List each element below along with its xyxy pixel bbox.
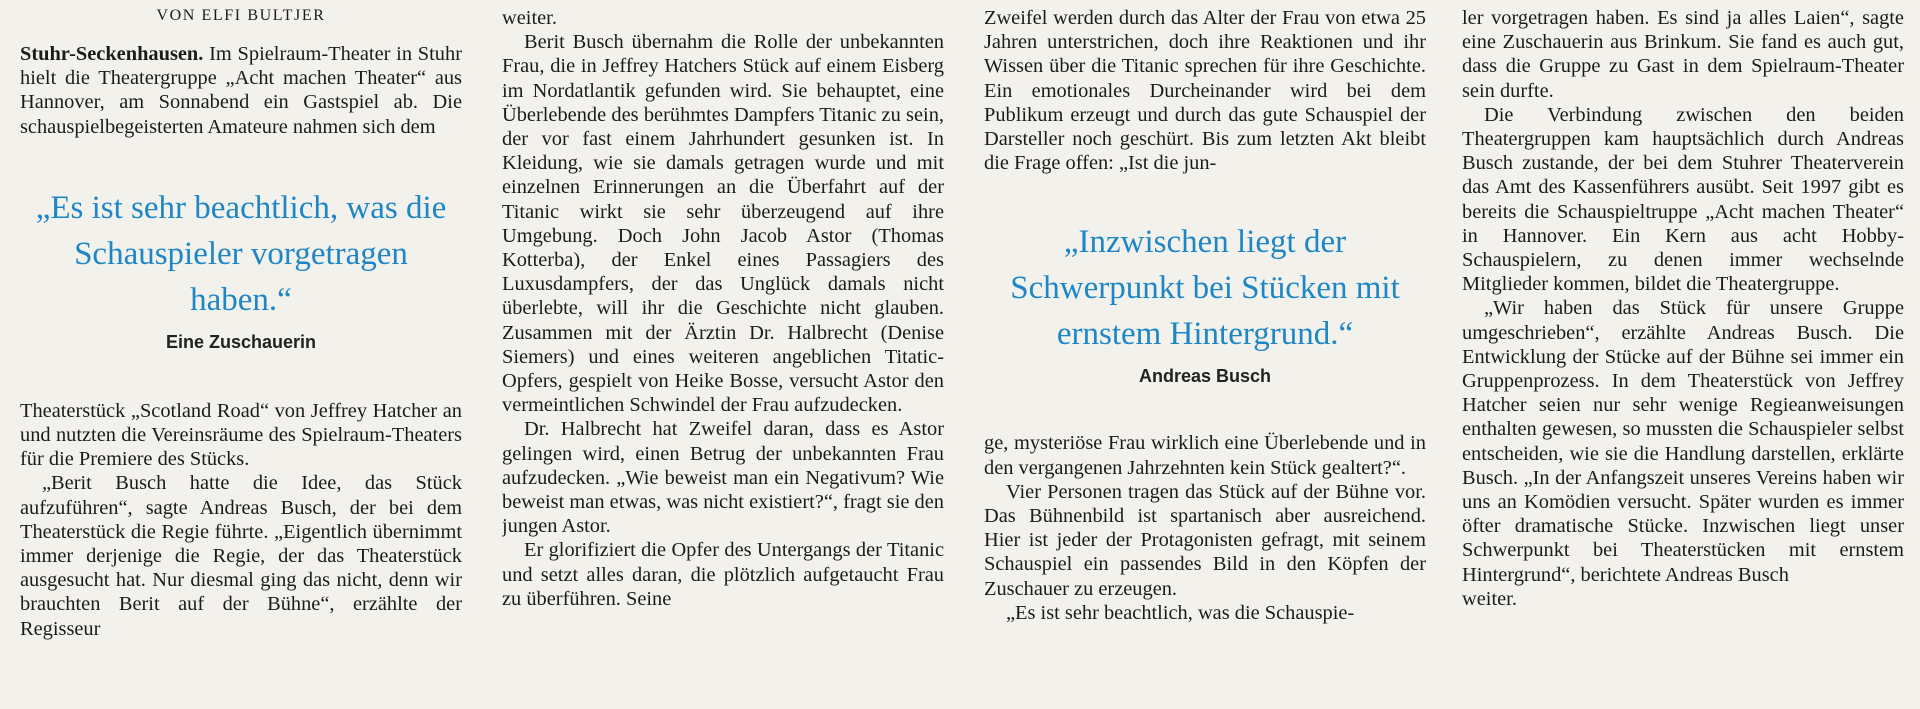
paragraph: ge, mysteriöse Frau wirklich eine Überlebende und in den vergangenen Jahrzehnten kein Stück gealtert?“. <box>984 432 1426 479</box>
paragraph: Die Verbindung zwischen den beiden Theatergruppen kam hauptsächlich durch Andreas Busch zustande, der bei dem Stuhrer Theaterverein das Amt des Kassenführers ausübt. Seit 1997 gibt es bereits die Schauspieltruppe „Acht machen Theater“ in Hannover. Ein Kern aus acht Hobby-Schauspielern, zu denen immer wechselnde Mitglieder kommen, bildet die Theatergruppe. <box>1462 103 1904 296</box>
pull-quote-source: Eine Zuschauerin <box>165 331 317 352</box>
paragraph: Dr. Halbrecht hat Zweifel daran, dass es Astor gelingen wird, einen Betrug der unbekannten Frau aufzudecken. „Wie beweist man ein Negativum? Wie beweist man etwas, was nicht existiert?“, fragt sie den jungen Astor. <box>502 418 944 538</box>
byline: VON ELFI BULTJER <box>156 7 326 24</box>
dateline: Stuhr-Seckenhausen. <box>20 43 204 65</box>
paragraph: ler vorgetragen haben. Es sind ja alles Laien“, sagte eine Zuschauerin aus Brinkum. Sie fand es auch gut, dass die Gruppe zu Gast in dem Spielraum-Theater sein durfte. <box>1462 7 1904 102</box>
paragraph: „Es ist sehr beachtlich, was die Schauspie- <box>1006 601 1355 624</box>
lead-text: Im Spielraum-Theater in Stuhr hielt die Theatergruppe „Acht machen Theater“ aus Hannover, am Sonnabend ein Gastspiel ab. Die schauspielbegeisterten Amateure nahmen sich dem <box>20 43 462 138</box>
paragraph: Er glorifiziert die Opfer des Untergangs der Titanic und setzt alles daran, die plötzlich aufgetaucht Frau zu überführen. Seine <box>502 539 944 610</box>
pull-quote-1 <box>20 185 462 353</box>
pull-quote-source: Andreas Busch <box>1138 366 1272 387</box>
article-column-2 <box>502 6 944 706</box>
article-column-4 <box>1462 6 1904 706</box>
pull-quote-2 <box>984 219 1426 387</box>
paragraph: „Wir haben das Stück für unsere Gruppe umgeschrieben“, erzählte Andreas Busch. Die Entwicklung der Stücke auf der Bühne sei immer ein Gruppenprozess. In dem Theaterstück von Jeffrey Hatcher seien nur sehr wenige Regieanweisungen enthalten gewesen, so mussten die Schauspieler selbst entscheiden, wie sie die Handlung darstellen, erklärte Busch. „In der Anfangszeit unseres Vereins haben wir uns an Komödien versucht. Später wurden es immer öfter dramatische Stücke. Inzwischen liegt unser Schwerpunkt bei Theaterstücken mit ernstem Hintergrund“, berichtete Andreas Busch <box>1462 297 1904 586</box>
paragraph: Vier Personen tragen das Stück auf der Bühne vor. Das Bühnenbild ist spartanisch aber ausreichend. Hier ist jeder der Protagonisten gefragt, mit seinem Schauspiel ein passendes Bild in den Köpfen der Zuschauer zu erzeugen. <box>984 480 1426 600</box>
article-column-1 <box>20 6 462 706</box>
pull-quote-text: „Inzwischen liegt der Schwerpunkt bei Stücken mit ernstem Hintergrund.“ <box>1010 224 1400 353</box>
paragraph: „Berit Busch hatte die Idee, das Stück aufzuführen“, sagte Andreas Busch, der bei dem Theaterstück die Regie führte. „Eigentlich übernimmt immer derjenige die Regie, der das Theaterstück ausgesucht hat. Nur diesmal ging das nicht, denn wir brauchten Berit auf der Bühne“, erzählte der Regisseur <box>20 472 462 640</box>
lead-paragraph <box>20 42 462 139</box>
pull-quote-text: „Es ist sehr beachtlich, was die Schauspieler vorgetragen haben.“ <box>35 189 447 318</box>
paragraph: weiter. <box>502 7 557 29</box>
paragraph: Zweifel werden durch das Alter der Frau von etwa 25 Jahren unterstrichen, doch ihre Reaktionen und ihr Wissen über die Titanic sprechen für ihre Geschichte. Ein emotionales Durcheinander wird bei dem Publikum erzeugt und durch das gute Schauspiel der Darsteller noch geschürt. Bis zum letzten Akt bleibt die Frage offen: „Ist die jun- <box>984 7 1426 175</box>
paragraph: weiter. <box>1462 587 1517 610</box>
paragraph: Berit Busch übernahm die Rolle der unbekannten Frau, die in Jeffrey Hatchers Stück auf einem Eisberg im Nordatlantik gefunden wird. Sie behauptet, eine Überlebende des berühmtes Dampfers Titanic zu sein, der vor fast einem Jahrhundert gesunken ist. In Kleidung, wie sie damals getragen wurde und mit einzelnen Erinnerungen an die Überfahrt auf der Titanic wirkt sie sehr überzeugend auf ihre Umgebung. Doch John Jacob Astor (Thomas Kotterba), der Enkel eines Passagiers des Luxusdampfers, der das Unglück damals nicht überlebte, will ihr die Geschichte nicht glauben. Zusammen mit der Ärztin Dr. Halbrecht (Denise Siemers) und eines weiteren angeblichen Titatic-Opfers, gespielt von Heike Bosse, versucht Astor den vermeintlichen Schwindel der Frau aufzudecken. <box>502 31 944 417</box>
article-column-3 <box>984 6 1426 706</box>
paragraph: Theaterstück „Scotland Road“ von Jeffrey Hatcher an und nutzten die Vereinsräume des Spielraum-Theaters für die Premiere des Stücks. <box>20 399 462 471</box>
